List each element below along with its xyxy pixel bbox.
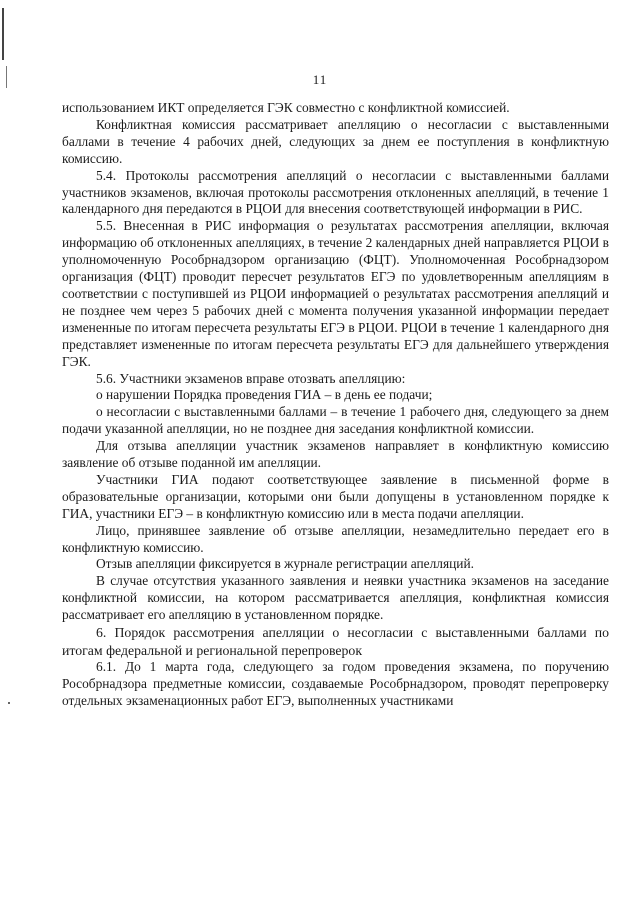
paragraph: 5.4. Протоколы рассмотрения апелляций о несогласии с выставленными баллами участников экзаменов, включая протоколы рассмотрения отклоненных апелляций, в течение 1 календарного дня передаются в РЦОИ для внесения соответствующей информации в РИС.	[62, 167, 609, 217]
paragraph: использованием ИКТ определяется ГЭК совместно с конфликтной комиссией.	[62, 100, 510, 115]
paragraph: Лицо, принявшее заявление об отзыве апелляции, незамедлительно передает его в конфликтную комиссию.	[62, 522, 609, 555]
paragraph: Участники ГИА подают соответствующее заявление в письменной форме в образовательные организации, которыми они были допущены в установленном порядке к ГИА, участники ЕГЭ – в конфликтную комиссию или в места подачи апелляции.	[62, 471, 609, 521]
document-body	[62, 100, 609, 710]
section-heading: 6. Порядок рассмотрения апелляции о несогласии с выставленными баллами по итогам федеральной и региональной перепроверок	[62, 625, 609, 658]
paragraph: Для отзыва апелляции участник экзаменов направляет в конфликтную комиссию заявление об отзыве поданной им апелляции.	[62, 438, 609, 471]
scan-artifact	[8, 702, 10, 704]
paragraph: 5.5. Внесенная в РИС информация о результатах рассмотрения апелляции, включая информацию об отклоненных апелляциях, в течение 2 календарных дней направляется РЦОИ в уполномоченную Рособрнадзором организацию (ФЦТ). Уполномоченная Рособрнадзором организация (ФЦТ) проводит пересчет результатов ЕГЭ по удовлетворенным апелляциям в соответствии с поступившей из РЦОИ информацией о результатах рассмотрения апелляций и не позднее чем через 5 рабочих дней с момента получения указанной информации передает измененные по итогам пересчета результаты ЕГЭ в РЦОИ. РЦОИ в течение 1 календарного дня представляет измененные по итогам пересчета результаты ЕГЭ для дальнейшего утверждения ГЭК.	[62, 218, 609, 369]
scan-artifact	[2, 8, 4, 60]
paragraph: Конфликтная комиссия рассматривает апелляцию о несогласии с выставленными баллами в течение 4 рабочих дней, следующих за днем ее поступления в конфликтную комиссию.	[62, 116, 609, 166]
paragraph: В случае отсутствия указанного заявления и неявки участника экзаменов на заседание конфликтной комиссии, на котором рассматривается апелляция, конфликтная комиссия рассматривает его апелляцию в установленном порядке.	[62, 573, 609, 623]
paragraph: 6.1. До 1 марта года, следующего за годом проведения экзамена, по поручению Рособрнадзора предметные комиссии, создаваемые Рособрнадзором, проводят перепроверку отдельных экзаменационных работ ЕГЭ, выполненных участниками	[62, 659, 609, 708]
page-number: 11	[312, 72, 328, 87]
paragraph: 5.6. Участники экзаменов вправе отозвать апелляцию:	[96, 370, 406, 386]
paragraph: о несогласии с выставленными баллами – в течение 1 рабочего дня, следующего за днем подачи указанной апелляции, но не позднее дня заседания конфликтной комиссии.	[62, 404, 609, 437]
paragraph: Отзыв апелляции фиксируется в журнале регистрации апелляций.	[96, 556, 474, 572]
paragraph: о нарушении Порядка проведения ГИА – в день ее подачи;	[96, 387, 433, 403]
